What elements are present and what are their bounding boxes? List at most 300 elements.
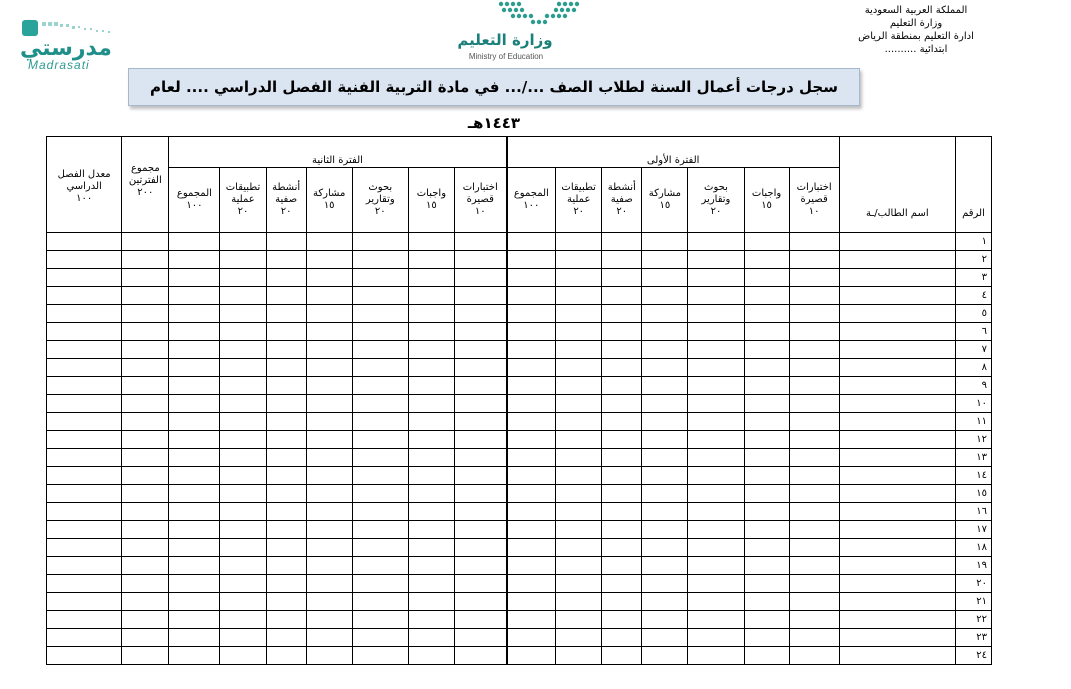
grade-cell[interactable] [169,269,220,287]
grade-cell[interactable] [122,647,169,665]
grade-cell[interactable] [556,395,602,413]
student-name-cell[interactable] [839,413,955,431]
student-name-cell[interactable] [839,521,955,539]
grade-cell[interactable] [169,575,220,593]
grade-cell[interactable] [454,611,506,629]
grade-cell[interactable] [789,521,839,539]
grade-cell[interactable] [602,521,642,539]
grade-cell[interactable] [789,395,839,413]
grade-cell[interactable] [408,359,454,377]
grade-cell[interactable] [507,539,556,557]
grade-cell[interactable] [169,377,220,395]
grade-cell[interactable] [454,647,506,665]
grade-cell[interactable] [352,467,408,485]
grade-cell[interactable] [556,251,602,269]
grade-cell[interactable] [220,503,266,521]
grade-cell[interactable] [352,305,408,323]
grade-cell[interactable] [688,557,744,575]
grade-cell[interactable] [122,413,169,431]
grade-cell[interactable] [556,359,602,377]
grade-cell[interactable] [642,629,688,647]
grade-cell[interactable] [266,647,306,665]
grade-cell[interactable] [642,557,688,575]
grade-cell[interactable] [789,539,839,557]
grade-cell[interactable] [688,233,744,251]
grade-cell[interactable] [744,575,789,593]
grade-cell[interactable] [688,575,744,593]
grade-cell[interactable] [507,485,556,503]
grade-cell[interactable] [642,251,688,269]
grade-cell[interactable] [122,521,169,539]
grade-cell[interactable] [688,431,744,449]
grade-cell[interactable] [789,647,839,665]
grade-cell[interactable] [642,359,688,377]
grade-cell[interactable] [169,629,220,647]
grade-cell[interactable] [220,485,266,503]
grade-cell[interactable] [602,269,642,287]
grade-cell[interactable] [169,323,220,341]
grade-cell[interactable] [352,287,408,305]
grade-cell[interactable] [454,539,506,557]
grade-cell[interactable] [122,575,169,593]
grade-cell[interactable] [408,629,454,647]
grade-cell[interactable] [306,557,352,575]
grade-cell[interactable] [122,611,169,629]
grade-cell[interactable] [47,287,122,305]
grade-cell[interactable] [220,647,266,665]
grade-cell[interactable] [507,377,556,395]
grade-cell[interactable] [47,323,122,341]
grade-cell[interactable] [454,593,506,611]
grade-cell[interactable] [454,395,506,413]
grade-cell[interactable] [169,395,220,413]
grade-cell[interactable] [507,359,556,377]
grade-cell[interactable] [47,305,122,323]
grade-cell[interactable] [789,413,839,431]
grade-cell[interactable] [454,287,506,305]
grade-cell[interactable] [688,287,744,305]
grade-cell[interactable] [642,521,688,539]
grade-cell[interactable] [789,503,839,521]
grade-cell[interactable] [507,395,556,413]
grade-cell[interactable] [688,413,744,431]
grade-cell[interactable] [266,431,306,449]
grade-cell[interactable] [602,647,642,665]
grade-cell[interactable] [454,503,506,521]
grade-cell[interactable] [602,359,642,377]
grade-cell[interactable] [266,521,306,539]
grade-cell[interactable] [408,251,454,269]
grade-cell[interactable] [602,413,642,431]
grade-cell[interactable] [122,539,169,557]
grade-cell[interactable] [602,449,642,467]
grade-cell[interactable] [352,575,408,593]
grade-cell[interactable] [556,629,602,647]
grade-cell[interactable] [352,539,408,557]
grade-cell[interactable] [642,485,688,503]
grade-cell[interactable] [602,377,642,395]
grade-cell[interactable] [306,629,352,647]
grade-cell[interactable] [602,251,642,269]
grade-cell[interactable] [688,323,744,341]
grade-cell[interactable] [352,395,408,413]
grade-cell[interactable] [556,305,602,323]
grade-cell[interactable] [169,557,220,575]
grade-cell[interactable] [744,269,789,287]
grade-cell[interactable] [507,269,556,287]
grade-cell[interactable] [454,359,506,377]
student-name-cell[interactable] [839,593,955,611]
grade-cell[interactable] [352,323,408,341]
grade-cell[interactable] [556,233,602,251]
grade-cell[interactable] [122,251,169,269]
grade-cell[interactable] [602,431,642,449]
grade-cell[interactable] [306,377,352,395]
grade-cell[interactable] [122,287,169,305]
grade-cell[interactable] [642,593,688,611]
grade-cell[interactable] [642,233,688,251]
grade-cell[interactable] [352,341,408,359]
grade-cell[interactable] [744,521,789,539]
grade-cell[interactable] [408,539,454,557]
grade-cell[interactable] [408,395,454,413]
grade-cell[interactable] [122,593,169,611]
grade-cell[interactable] [744,287,789,305]
grade-cell[interactable] [220,233,266,251]
grade-cell[interactable] [266,539,306,557]
grade-cell[interactable] [220,431,266,449]
grade-cell[interactable] [642,377,688,395]
grade-cell[interactable] [744,323,789,341]
grade-cell[interactable] [642,575,688,593]
grade-cell[interactable] [454,449,506,467]
grade-cell[interactable] [507,629,556,647]
grade-cell[interactable] [122,359,169,377]
grade-cell[interactable] [306,521,352,539]
grade-cell[interactable] [789,611,839,629]
grade-cell[interactable] [744,233,789,251]
grade-cell[interactable] [306,413,352,431]
grade-cell[interactable] [47,233,122,251]
grade-cell[interactable] [169,611,220,629]
grade-cell[interactable] [266,377,306,395]
grade-cell[interactable] [266,449,306,467]
grade-cell[interactable] [266,575,306,593]
student-name-cell[interactable] [839,431,955,449]
grade-cell[interactable] [642,395,688,413]
grade-cell[interactable] [169,503,220,521]
grade-cell[interactable] [688,647,744,665]
grade-cell[interactable] [306,575,352,593]
grade-cell[interactable] [688,395,744,413]
grade-cell[interactable] [47,593,122,611]
grade-cell[interactable] [408,269,454,287]
grade-cell[interactable] [507,431,556,449]
grade-cell[interactable] [507,557,556,575]
grade-cell[interactable] [454,323,506,341]
grade-cell[interactable] [789,377,839,395]
grade-cell[interactable] [556,611,602,629]
grade-cell[interactable] [306,269,352,287]
grade-cell[interactable] [408,305,454,323]
grade-cell[interactable] [408,521,454,539]
grade-cell[interactable] [642,449,688,467]
grade-cell[interactable] [642,611,688,629]
grade-cell[interactable] [306,593,352,611]
grade-cell[interactable] [266,503,306,521]
grade-cell[interactable] [220,629,266,647]
student-name-cell[interactable] [839,647,955,665]
grade-cell[interactable] [789,323,839,341]
grade-cell[interactable] [744,359,789,377]
grade-cell[interactable] [220,449,266,467]
grade-cell[interactable] [789,575,839,593]
grade-cell[interactable] [602,611,642,629]
grade-cell[interactable] [454,431,506,449]
grade-cell[interactable] [507,323,556,341]
grade-cell[interactable] [306,647,352,665]
grade-cell[interactable] [602,323,642,341]
grade-cell[interactable] [789,269,839,287]
grade-cell[interactable] [220,611,266,629]
grade-cell[interactable] [306,251,352,269]
grade-cell[interactable] [556,377,602,395]
grade-cell[interactable] [352,593,408,611]
grade-cell[interactable] [744,611,789,629]
grade-cell[interactable] [220,395,266,413]
grade-cell[interactable] [408,323,454,341]
grade-cell[interactable] [688,539,744,557]
grade-cell[interactable] [556,323,602,341]
grade-cell[interactable] [744,413,789,431]
grade-cell[interactable] [642,305,688,323]
grade-cell[interactable] [789,287,839,305]
grade-cell[interactable] [266,629,306,647]
grade-cell[interactable] [789,233,839,251]
student-name-cell[interactable] [839,449,955,467]
grade-cell[interactable] [642,503,688,521]
grade-cell[interactable] [744,539,789,557]
grade-cell[interactable] [556,593,602,611]
grade-cell[interactable] [352,449,408,467]
grade-cell[interactable] [122,503,169,521]
grade-cell[interactable] [220,251,266,269]
grade-cell[interactable] [556,413,602,431]
grade-cell[interactable] [266,467,306,485]
grade-cell[interactable] [744,431,789,449]
grade-cell[interactable] [220,287,266,305]
grade-cell[interactable] [602,233,642,251]
grade-cell[interactable] [220,305,266,323]
grade-cell[interactable] [454,251,506,269]
grade-cell[interactable] [789,305,839,323]
student-name-cell[interactable] [839,305,955,323]
grade-cell[interactable] [454,305,506,323]
grade-cell[interactable] [642,467,688,485]
grade-cell[interactable] [306,467,352,485]
grade-cell[interactable] [408,233,454,251]
grade-cell[interactable] [306,539,352,557]
grade-cell[interactable] [507,521,556,539]
grade-cell[interactable] [47,629,122,647]
grade-cell[interactable] [556,557,602,575]
grade-cell[interactable] [507,413,556,431]
grade-cell[interactable] [688,485,744,503]
grade-cell[interactable] [266,413,306,431]
student-name-cell[interactable] [839,503,955,521]
student-name-cell[interactable] [839,395,955,413]
student-name-cell[interactable] [839,485,955,503]
grade-cell[interactable] [220,521,266,539]
grade-cell[interactable] [602,629,642,647]
grade-cell[interactable] [122,629,169,647]
grade-cell[interactable] [306,431,352,449]
grade-cell[interactable] [408,485,454,503]
grade-cell[interactable] [642,341,688,359]
grade-cell[interactable] [507,341,556,359]
grade-cell[interactable] [454,557,506,575]
student-name-cell[interactable] [839,377,955,395]
grade-cell[interactable] [744,341,789,359]
grade-cell[interactable] [352,269,408,287]
student-name-cell[interactable] [839,629,955,647]
grade-cell[interactable] [507,449,556,467]
grade-cell[interactable] [122,395,169,413]
grade-cell[interactable] [408,593,454,611]
grade-cell[interactable] [169,539,220,557]
grade-cell[interactable] [47,485,122,503]
grade-cell[interactable] [47,413,122,431]
grade-cell[interactable] [408,449,454,467]
grade-cell[interactable] [122,485,169,503]
grade-cell[interactable] [306,611,352,629]
grade-cell[interactable] [507,233,556,251]
grade-cell[interactable] [556,539,602,557]
grade-cell[interactable] [169,251,220,269]
grade-cell[interactable] [352,377,408,395]
grade-cell[interactable] [408,341,454,359]
grade-cell[interactable] [507,593,556,611]
grade-cell[interactable] [744,557,789,575]
grade-cell[interactable] [352,251,408,269]
grade-cell[interactable] [688,341,744,359]
grade-cell[interactable] [507,305,556,323]
grade-cell[interactable] [602,557,642,575]
student-name-cell[interactable] [839,557,955,575]
grade-cell[interactable] [169,287,220,305]
grade-cell[interactable] [47,575,122,593]
student-name-cell[interactable] [839,575,955,593]
grade-cell[interactable] [556,269,602,287]
grade-cell[interactable] [122,467,169,485]
grade-cell[interactable] [789,449,839,467]
student-name-cell[interactable] [839,341,955,359]
grade-cell[interactable] [408,647,454,665]
grade-cell[interactable] [169,647,220,665]
grade-cell[interactable] [507,251,556,269]
grade-cell[interactable] [454,269,506,287]
grade-cell[interactable] [454,485,506,503]
grade-cell[interactable] [169,233,220,251]
grade-cell[interactable] [352,629,408,647]
grade-cell[interactable] [688,467,744,485]
grade-cell[interactable] [507,647,556,665]
grade-cell[interactable] [602,575,642,593]
grade-cell[interactable] [306,233,352,251]
student-name-cell[interactable] [839,611,955,629]
grade-cell[interactable] [688,629,744,647]
student-name-cell[interactable] [839,251,955,269]
grade-cell[interactable] [47,341,122,359]
grade-cell[interactable] [789,341,839,359]
grade-cell[interactable] [266,269,306,287]
grade-cell[interactable] [266,593,306,611]
grade-cell[interactable] [789,485,839,503]
grade-cell[interactable] [744,467,789,485]
grade-cell[interactable] [47,521,122,539]
grade-cell[interactable] [169,413,220,431]
grade-cell[interactable] [47,377,122,395]
grade-cell[interactable] [352,557,408,575]
grade-cell[interactable] [266,557,306,575]
grade-cell[interactable] [688,251,744,269]
grade-cell[interactable] [266,305,306,323]
grade-cell[interactable] [688,503,744,521]
grade-cell[interactable] [602,485,642,503]
grade-cell[interactable] [122,323,169,341]
grade-cell[interactable] [306,305,352,323]
grade-cell[interactable] [122,269,169,287]
grade-cell[interactable] [169,359,220,377]
grade-cell[interactable] [744,503,789,521]
grade-cell[interactable] [602,305,642,323]
grade-cell[interactable] [507,575,556,593]
grade-cell[interactable] [602,395,642,413]
grade-cell[interactable] [507,467,556,485]
grade-cell[interactable] [169,449,220,467]
grade-cell[interactable] [507,503,556,521]
grade-cell[interactable] [454,467,506,485]
student-name-cell[interactable] [839,359,955,377]
grade-cell[interactable] [47,611,122,629]
grade-cell[interactable] [47,503,122,521]
grade-cell[interactable] [556,287,602,305]
grade-cell[interactable] [688,269,744,287]
grade-cell[interactable] [454,629,506,647]
grade-cell[interactable] [352,359,408,377]
grade-cell[interactable] [642,431,688,449]
grade-cell[interactable] [789,467,839,485]
grade-cell[interactable] [352,485,408,503]
grade-cell[interactable] [454,341,506,359]
grade-cell[interactable] [47,359,122,377]
grade-cell[interactable] [266,233,306,251]
grade-cell[interactable] [220,593,266,611]
grade-cell[interactable] [642,539,688,557]
grade-cell[interactable] [352,647,408,665]
grade-cell[interactable] [47,395,122,413]
grade-cell[interactable] [352,503,408,521]
grade-cell[interactable] [47,557,122,575]
grade-cell[interactable] [47,449,122,467]
grade-cell[interactable] [220,539,266,557]
grade-cell[interactable] [306,323,352,341]
grade-cell[interactable] [47,431,122,449]
grade-cell[interactable] [122,431,169,449]
grade-cell[interactable] [642,323,688,341]
grade-cell[interactable] [642,287,688,305]
grade-cell[interactable] [556,467,602,485]
